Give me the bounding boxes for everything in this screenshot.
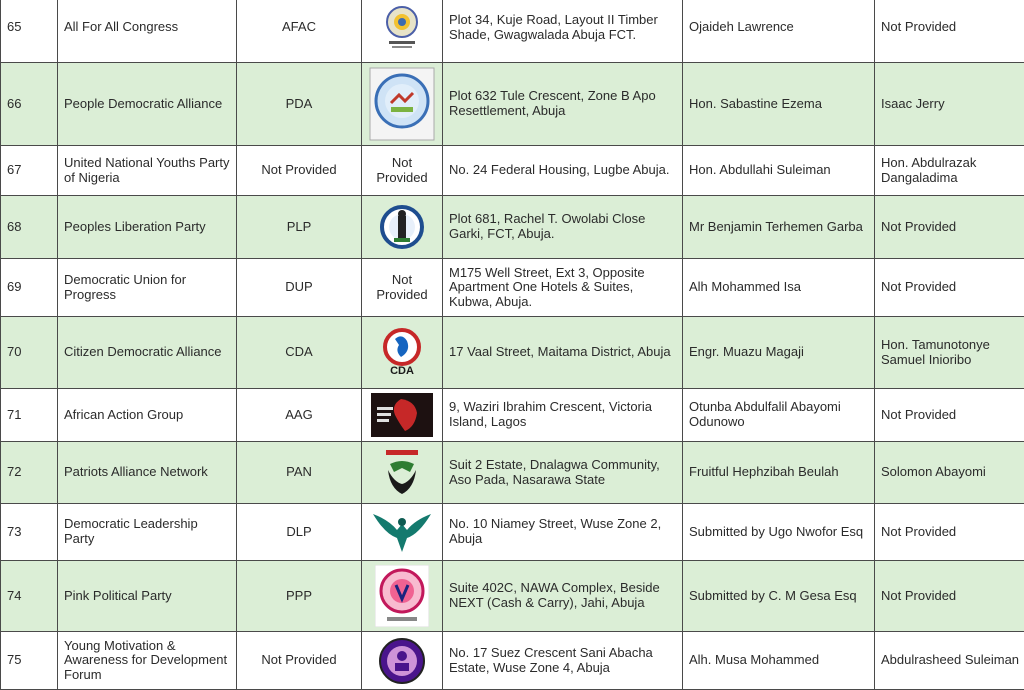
ymadf-logo — [377, 636, 427, 686]
party-secretary: Not Provided — [875, 389, 1024, 442]
party-chairman: Alh. Musa Mohammed — [683, 632, 875, 690]
row-number: 65 — [1, 0, 58, 63]
party-name: Democratic Leadership Party — [58, 504, 237, 561]
cda-logo — [377, 327, 427, 367]
party-secretary: Not Provided — [875, 0, 1024, 63]
party-name: Citizen Democratic Alliance — [58, 317, 237, 389]
party-secretary: Solomon Abayomi — [875, 442, 1024, 504]
party-acronym: DLP — [237, 504, 362, 561]
party-chairman: Submitted by C. M Gesa Esq — [683, 561, 875, 632]
table-row — [1, 63, 1024, 146]
party-address: Plot 632 Tule Crescent, Zone B Apo Resettlement, Abuja — [443, 63, 683, 146]
row-number: 70 — [1, 317, 58, 389]
table-row — [1, 196, 1024, 259]
party-name: Peoples Liberation Party — [58, 196, 237, 259]
party-name: African Action Group — [58, 389, 237, 442]
party-name: Pink Political Party — [58, 561, 237, 632]
party-acronym: Not Provided — [237, 146, 362, 196]
table-body — [1, 0, 1024, 690]
party-logo-cell — [362, 561, 443, 632]
party-secretary: Not Provided — [875, 259, 1024, 317]
table-row — [1, 146, 1024, 196]
party-secretary: Not Provided — [875, 504, 1024, 561]
party-secretary: Abdulrasheed Suleiman — [875, 632, 1024, 690]
logo-not-provided: Not Provided — [368, 273, 436, 302]
party-chairman: Hon. Sabastine Ezema — [683, 63, 875, 146]
party-address: Suit 2 Estate, Dnalagwa Community, Aso Pada, Nasarawa State — [443, 442, 683, 504]
party-address: Suite 402C, NAWA Complex, Beside NEXT (Cash & Carry), Jahi, Abuja — [443, 561, 683, 632]
dlp-logo — [371, 508, 433, 556]
row-number: 67 — [1, 146, 58, 196]
row-number: 71 — [1, 389, 58, 442]
party-address: No. 24 Federal Housing, Lugbe Abuja. — [443, 146, 683, 196]
party-secretary: Hon. Abdulrazak Dangaladima — [875, 146, 1024, 196]
party-acronym: CDA — [237, 317, 362, 389]
party-name: All For All Congress — [58, 0, 237, 63]
party-chairman: Fruitful Hephzibah Beulah — [683, 442, 875, 504]
row-number: 68 — [1, 196, 58, 259]
party-secretary: Not Provided — [875, 196, 1024, 259]
logo-not-provided: Not Provided — [368, 156, 436, 185]
party-logo-cell — [362, 442, 443, 504]
party-address: Plot 681, Rachel T. Owolabi Close Garki, FCT, Abuja. — [443, 196, 683, 259]
table-row — [1, 389, 1024, 442]
row-number: 74 — [1, 561, 58, 632]
table-row — [1, 561, 1024, 632]
party-logo-cell — [362, 63, 443, 146]
party-logo-cell — [362, 146, 443, 196]
row-number: 73 — [1, 504, 58, 561]
row-number: 72 — [1, 442, 58, 504]
party-address: M175 Well Street, Ext 3, Opposite Apartment One Hotels & Suites, Kubwa, Abuja. — [443, 259, 683, 317]
party-logo-cell — [362, 317, 443, 389]
party-logo-cell — [362, 0, 443, 63]
party-address: No. 10 Niamey Street, Wuse Zone 2, Abuja — [443, 504, 683, 561]
party-acronym: PLP — [237, 196, 362, 259]
party-name: United National Youths Party of Nigeria — [58, 146, 237, 196]
logo-caption: CDA — [368, 365, 436, 377]
party-logo-cell — [362, 259, 443, 317]
party-name: People Democratic Alliance — [58, 63, 237, 146]
aag-logo — [371, 393, 433, 437]
table-row — [1, 504, 1024, 561]
party-name: Democratic Union for Progress — [58, 259, 237, 317]
party-acronym: DUP — [237, 259, 362, 317]
party-secretary: Hon. Tamunotonye Samuel Inioribo — [875, 317, 1024, 389]
party-address: 9, Waziri Ibrahim Crescent, Victoria Island, Lagos — [443, 389, 683, 442]
plp-logo — [380, 202, 424, 252]
row-number: 75 — [1, 632, 58, 690]
table-row — [1, 259, 1024, 317]
party-chairman: Otunba Abdulfalil Abayomi Odunowo — [683, 389, 875, 442]
table-row — [1, 442, 1024, 504]
row-number: 69 — [1, 259, 58, 317]
party-address: No. 17 Suez Crescent Sani Abacha Estate, Wuse Zone 4, Abuja — [443, 632, 683, 690]
party-acronym: PAN — [237, 442, 362, 504]
party-logo-cell — [362, 504, 443, 561]
pan-logo — [380, 448, 424, 498]
party-secretary: Isaac Jerry — [875, 63, 1024, 146]
party-acronym: AAG — [237, 389, 362, 442]
row-number: 66 — [1, 63, 58, 146]
party-chairman: Ojaideh Lawrence — [683, 0, 875, 63]
party-secretary: Not Provided — [875, 561, 1024, 632]
afac-logo — [377, 4, 427, 52]
party-logo-cell — [362, 632, 443, 690]
party-chairman: Engr. Muazu Magaji — [683, 317, 875, 389]
party-logo-cell — [362, 389, 443, 442]
party-address: 17 Vaal Street, Maitama District, Abuja — [443, 317, 683, 389]
party-name: Patriots Alliance Network — [58, 442, 237, 504]
party-acronym: AFAC — [237, 0, 362, 63]
party-chairman: Mr Benjamin Terhemen Garba — [683, 196, 875, 259]
party-chairman: Alh Mohammed Isa — [683, 259, 875, 317]
pda-logo — [369, 67, 435, 141]
table-row — [1, 632, 1024, 690]
ppp-logo — [375, 565, 429, 627]
party-address: Plot 34, Kuje Road, Layout II Timber Shade, Gwagwalada Abuja FCT. — [443, 0, 683, 63]
party-acronym: PPP — [237, 561, 362, 632]
table-row — [1, 317, 1024, 389]
party-chairman: Hon. Abdullahi Suleiman — [683, 146, 875, 196]
table-row — [1, 0, 1024, 63]
party-name: Young Motivation & Awareness for Development Forum — [58, 632, 237, 690]
party-acronym: PDA — [237, 63, 362, 146]
party-acronym: Not Provided — [237, 632, 362, 690]
party-logo-cell — [362, 196, 443, 259]
party-chairman: Submitted by Ugo Nwofor Esq — [683, 504, 875, 561]
